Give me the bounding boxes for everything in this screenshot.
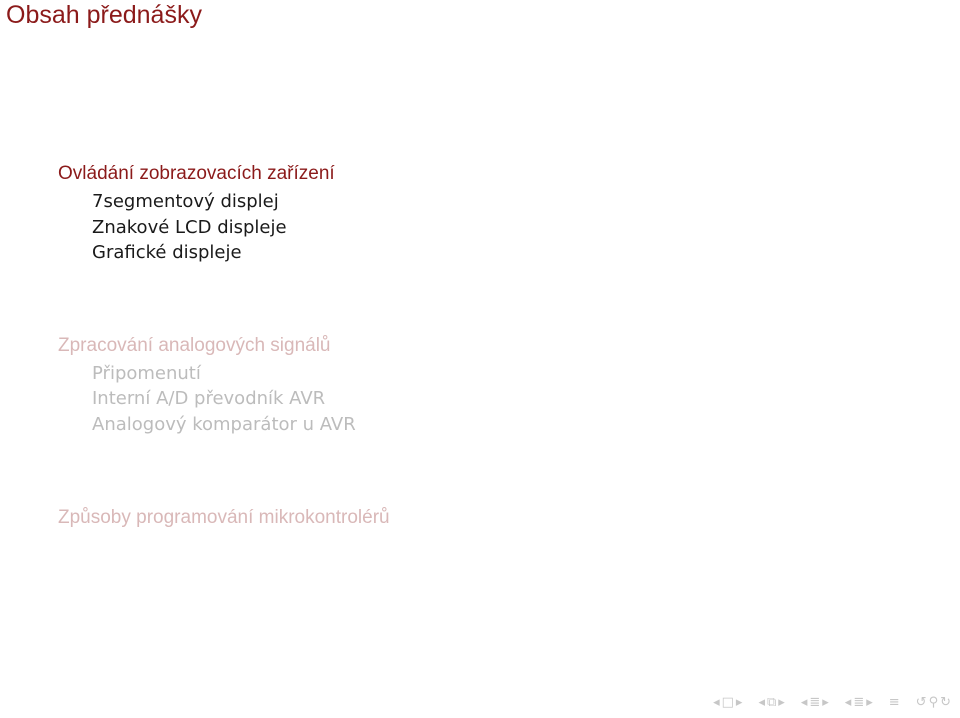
search-icon[interactable]: ⚲	[928, 695, 939, 710]
toc-subsections-analog	[58, 361, 390, 438]
toc-section-analog[interactable]: Zpracování analogových signálů	[58, 334, 331, 356]
toc-subsection-comparator[interactable]: Analogový komparátor u AVR	[92, 413, 356, 435]
nav-frame-group	[757, 695, 785, 710]
square-icon[interactable]: □	[721, 695, 734, 710]
toc-subsection-adc[interactable]: Interní A/D převodník AVR	[92, 388, 326, 409]
spacer	[58, 266, 390, 334]
nav-align-group	[888, 695, 901, 710]
nav-slide-group	[712, 695, 743, 710]
section-icon[interactable]: ≣	[853, 695, 865, 710]
triangle-right-icon[interactable]: ▸	[866, 695, 873, 710]
triangle-right-icon[interactable]: ▸	[735, 695, 743, 710]
triangle-left-icon[interactable]: ◂	[800, 695, 808, 710]
triangle-right-icon[interactable]: ▸	[822, 695, 829, 710]
spacer	[58, 437, 390, 506]
align-icon[interactable]: ≡	[888, 695, 900, 710]
triangle-left-icon[interactable]: ◂	[844, 695, 852, 710]
nav-subsection-group	[800, 695, 830, 710]
beamer-navigation	[712, 695, 952, 710]
nav-search-group	[915, 695, 952, 710]
frame-title: Obsah přednášky	[6, 1, 202, 29]
toc-subsection-graphic[interactable]: Grafické displeje	[92, 242, 242, 263]
triangle-right-icon[interactable]: ▸	[778, 695, 785, 710]
forward-icon[interactable]: ↻	[940, 695, 951, 710]
frames-icon[interactable]: ⧉	[766, 695, 777, 710]
triangle-left-icon[interactable]: ◂	[758, 695, 765, 710]
toc-subsection-reminder[interactable]: Připomenutí	[92, 362, 201, 384]
toc-section-displays[interactable]: Ovládání zobrazovacích zařízení	[58, 163, 335, 184]
toc-subsections-displays	[58, 189, 390, 266]
table-of-contents	[58, 162, 390, 530]
toc-subsection-7segment[interactable]: 7segmentový displej	[92, 191, 279, 212]
toc-section-programming[interactable]: Způsoby programování mikrokontrolérů	[58, 507, 390, 528]
triangle-left-icon[interactable]: ◂	[713, 695, 720, 710]
subsection-icon[interactable]: ≣	[809, 695, 821, 710]
back-icon[interactable]: ↺	[915, 695, 927, 710]
nav-section-group	[844, 695, 874, 710]
toc-subsection-lcd[interactable]: Znakové LCD displeje	[92, 216, 287, 238]
